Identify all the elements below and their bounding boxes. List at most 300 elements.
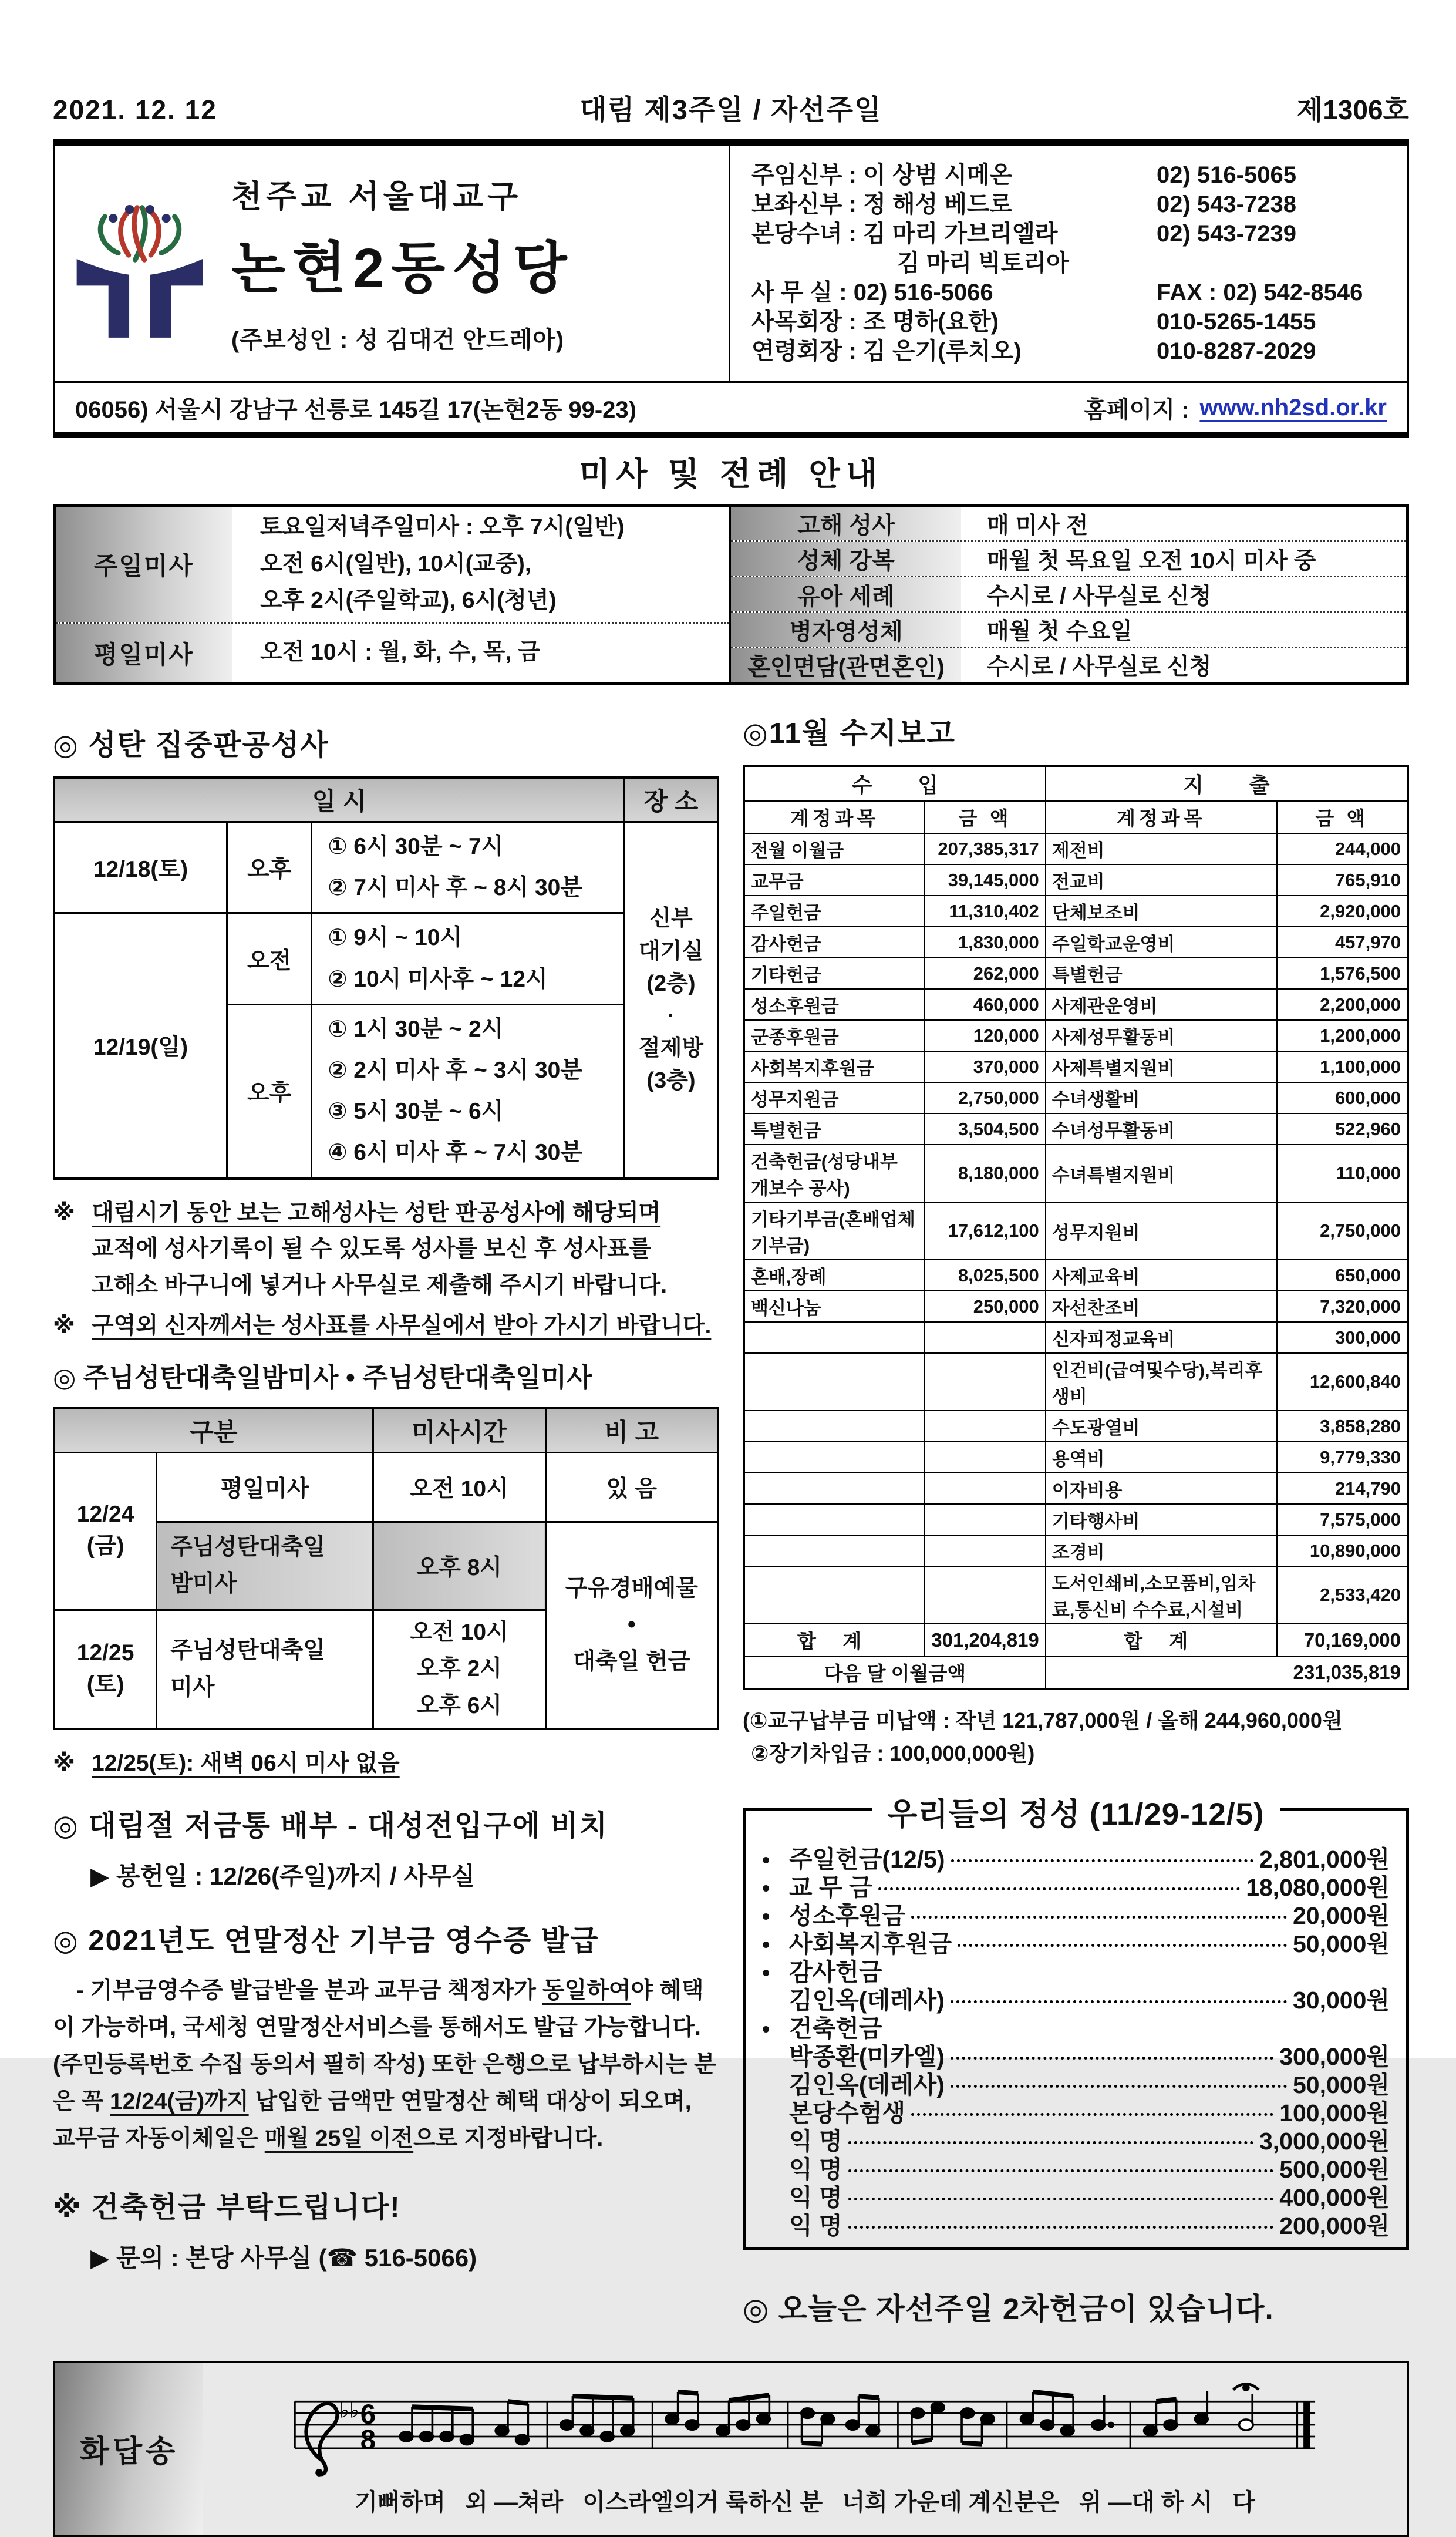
dot-leader xyxy=(958,1944,1287,1947)
income-amount xyxy=(925,1353,1046,1411)
mass-name-line: 주님성탄대축일 xyxy=(170,1535,325,1560)
responsorial-label: 화답송 xyxy=(55,2363,203,2535)
homepage-link[interactable]: www.nh2sd.or.kr xyxy=(1199,394,1387,420)
dot-leader xyxy=(878,1887,1241,1890)
finance-row xyxy=(744,896,1408,927)
rite-value: 수시로 / 사무실로 신청 xyxy=(987,584,1212,609)
contact-row xyxy=(751,278,1386,307)
income-amount: 262,000 xyxy=(925,958,1046,989)
finance-row xyxy=(744,1535,1408,1566)
place-line: · xyxy=(667,1003,675,1028)
expense-account: 특별헌금 xyxy=(1046,958,1277,989)
charity-sunday-notice: ◎ 오늘은 자선주일 2차헌금이 있습니다. xyxy=(743,2292,1274,2326)
offering-item xyxy=(762,2037,1390,2070)
expense-account: 단체보조비 xyxy=(1046,896,1277,927)
mass-time-line: 오후 6시 xyxy=(416,1693,502,1718)
contact-value: 02) 543-7239 xyxy=(1157,221,1296,247)
contact-row xyxy=(751,190,1386,218)
rite-row xyxy=(731,577,1406,613)
weekday-mass-row xyxy=(56,624,729,682)
offering-item xyxy=(762,2094,1390,2126)
expense-amount: 244,000 xyxy=(1277,833,1408,864)
offering-label: 성소후원금 xyxy=(789,1902,906,1929)
paragraph-text: - 기부금영수증 발급받을 분과 교무금 책정자가 xyxy=(76,1977,542,2003)
paragraph-underlined: 동일하여 xyxy=(542,1977,631,2003)
mass-name-line: 밤미사 xyxy=(170,1571,237,1597)
remark-cell: 있 음 xyxy=(545,1452,718,1522)
times-cell xyxy=(312,1004,625,1178)
finance-row xyxy=(744,1260,1408,1291)
table-row xyxy=(54,913,718,1004)
dot-leader xyxy=(911,1916,1287,1919)
mass-time-line: 토요일저녁주일미사 : 오후 7시(일반) xyxy=(260,514,625,540)
mass-name-cell xyxy=(157,1522,373,1610)
income-amount: 2,750,000 xyxy=(925,1082,1046,1113)
contact-row xyxy=(751,308,1386,336)
responsorial-psalm xyxy=(53,2361,1409,2537)
note-marker: ※ xyxy=(53,1751,75,1776)
rite-row xyxy=(731,542,1406,577)
bullet: • xyxy=(762,1960,770,1986)
time-signature-top: 6 xyxy=(360,2398,376,2430)
offerings-title: 우리들의 정성 (11/29-12/5) xyxy=(872,1789,1279,1834)
place-line: 절제방 xyxy=(638,1035,704,1061)
income-amount: 460,000 xyxy=(925,989,1046,1020)
mass-time-cell: 오후 8시 xyxy=(373,1522,545,1610)
piggybank-detail: ▶ 봉헌일 : 12/26(주일)까지 / 사무실 xyxy=(90,1862,476,1890)
note-text xyxy=(92,1195,719,1304)
table-row xyxy=(54,822,718,913)
rite-row xyxy=(731,507,1406,542)
finance-row xyxy=(744,1442,1408,1473)
offering-item xyxy=(762,2206,1390,2239)
treble-clef-icon xyxy=(306,2404,338,2477)
expense-amount: 300,000 xyxy=(1277,1322,1408,1353)
paragraph-underlined: 매월 25일 이전 xyxy=(264,2126,414,2152)
expense-amount: 10,890,000 xyxy=(1277,1535,1408,1566)
income-amount: 39,145,000 xyxy=(925,864,1046,896)
offering-amount: 300,000원 xyxy=(1279,2043,1390,2070)
dot-leader xyxy=(848,2141,1253,2144)
offering-label: 김인옥(데레사) xyxy=(789,2071,945,2098)
offering-label: 주일헌금(12/5) xyxy=(789,1845,945,1873)
rite-label: 성체 강복 xyxy=(731,542,961,576)
postal-address: 06056) 서울시 강남구 선릉로 145길 17(논현2동 99-23) xyxy=(75,396,636,423)
date-cell xyxy=(54,1452,157,1610)
finance-row xyxy=(744,1353,1408,1411)
church-titles xyxy=(231,171,574,355)
time-line: ② 10시 미사후 ~ 12시 xyxy=(328,966,548,992)
expense-amount: 1,100,000 xyxy=(1277,1051,1408,1082)
contact-label: 사 무 실 : 02) 516-5066 xyxy=(751,280,993,305)
offering-label: 익 명 xyxy=(789,2127,842,2155)
income-amount: 8,025,500 xyxy=(925,1260,1046,1291)
offering-amount: 100,000원 xyxy=(1279,2099,1390,2126)
finance-total-row xyxy=(744,1624,1408,1656)
amount-header: 금 액 xyxy=(925,801,1046,833)
account-header: 계정과목 xyxy=(1046,801,1277,833)
patron-saint: (주보성인 : 성 김대건 안드레아) xyxy=(231,327,565,353)
finance-row xyxy=(744,1145,1408,1202)
date-cell xyxy=(54,1610,157,1729)
place-cell xyxy=(624,822,718,1179)
sunday-mass-times xyxy=(232,507,625,622)
expense-amount: 7,320,000 xyxy=(1277,1291,1408,1322)
expense-amount: 214,790 xyxy=(1277,1473,1408,1504)
income-account: 백신나눔 xyxy=(744,1291,925,1322)
finance-row xyxy=(744,1504,1408,1535)
income-amount xyxy=(925,1473,1046,1504)
time-line: ① 1시 30분 ~ 2시 xyxy=(328,1016,504,1042)
offerings-box xyxy=(743,1796,1409,2250)
time-line: ③ 5시 30분 ~ 6시 xyxy=(328,1099,504,1125)
homepage xyxy=(1084,391,1387,425)
income-account xyxy=(744,1535,925,1566)
finance-row xyxy=(744,1051,1408,1082)
expense-account: 성무지원비 xyxy=(1046,1202,1277,1260)
contact-list xyxy=(730,146,1407,381)
contact-value: FAX : 02) 542-8546 xyxy=(1157,280,1363,305)
expense-account: 수녀생활비 xyxy=(1046,1082,1277,1113)
expense-amount: 600,000 xyxy=(1277,1082,1408,1113)
income-account xyxy=(744,1322,925,1353)
remark-line: 구유경배예물 xyxy=(565,1575,698,1601)
offering-amount: 18,080,000원 xyxy=(1246,1873,1390,1901)
issue-date: 2021. 12. 12 xyxy=(53,95,217,125)
mass-guide-title: 미사 및 전례 안내 xyxy=(579,456,883,492)
date-line: (금) xyxy=(86,1533,124,1559)
bullet: • xyxy=(762,2017,770,2042)
christmas-note xyxy=(53,1745,719,1782)
carryover-amount: 231,035,819 xyxy=(1046,1656,1408,1689)
address-bar xyxy=(53,383,1409,438)
church-logo xyxy=(69,183,210,344)
dot-leader xyxy=(951,1859,1253,1862)
finance-carryover-row xyxy=(744,1656,1408,1689)
offering-item xyxy=(762,1924,1390,1957)
income-amount: 120,000 xyxy=(925,1020,1046,1051)
table-header-row xyxy=(54,1408,718,1453)
time-signature-bottom: 8 xyxy=(360,2424,376,2455)
date-line: 12/24 xyxy=(76,1502,134,1527)
paragraph-text: 야 혜택이 가능하며, 국세청 연말정산서비스를 통해서도 발급 가능합니다.(주민등록번호 수집 동의서 필히 작성) 또한 은행으로 납부하시는 분은 꼭 xyxy=(53,1977,716,2115)
left-column xyxy=(53,711,719,2328)
bullet: • xyxy=(762,1876,770,1901)
christmas-mass-table xyxy=(53,1407,719,1730)
offering-item xyxy=(762,1840,1390,1873)
weekday-mass-times xyxy=(232,624,540,682)
income-amount: 8,180,000 xyxy=(925,1145,1046,1202)
dot-leader xyxy=(848,2198,1274,2200)
income-account xyxy=(744,1411,925,1442)
ampm-cell: 오전 xyxy=(227,913,312,1004)
expense-account: 제전비 xyxy=(1046,833,1277,864)
time-line: ② 7시 미사 후 ~ 8시 30분 xyxy=(328,875,583,901)
offering-item xyxy=(762,2178,1390,2211)
offering-label: 익 명 xyxy=(789,2183,842,2211)
expense-account: 조경비 xyxy=(1046,1535,1277,1566)
expense-amount: 2,750,000 xyxy=(1277,1202,1408,1260)
expense-account: 사제특별지원비 xyxy=(1046,1051,1277,1082)
offering-label: 건축헌금 xyxy=(789,2014,882,2042)
offering-label: 본당수험생 xyxy=(789,2099,906,2126)
mass-time-cell: 오전 10시 xyxy=(373,1452,545,1522)
piggybank-title: ◎ 대림절 저금통 배부 - 대성전입구에 비치 xyxy=(53,1809,609,1842)
income-amount xyxy=(925,1322,1046,1353)
income-amount: 1,830,000 xyxy=(925,927,1046,958)
paragraph-text: 으로 지정바랍니다. xyxy=(413,2126,604,2152)
finance-row xyxy=(744,1411,1408,1442)
place-header: 장 소 xyxy=(624,778,718,822)
finance-table xyxy=(743,765,1409,1690)
expense-amount: 110,000 xyxy=(1277,1145,1408,1202)
mass-guide-table xyxy=(53,504,1409,685)
finance-row xyxy=(744,833,1408,864)
dot-leader xyxy=(848,2226,1274,2229)
mass-time-line: 오후 2시 xyxy=(416,1656,502,1682)
music-staff xyxy=(218,2380,1391,2481)
rite-label: 고해 성사 xyxy=(731,507,961,540)
place-line: 신부 xyxy=(649,906,693,931)
expense-amount: 7,575,000 xyxy=(1277,1504,1408,1535)
liturgical-day-title: 대림 제3주일 / 자선주일 xyxy=(579,94,882,125)
note-line: 대림시기 동안 보는 고해성사는 성탄 판공성사에 해당되며 xyxy=(92,1200,661,1226)
type-header: 구분 xyxy=(54,1408,373,1453)
offering-amount: 500,000원 xyxy=(1279,2155,1390,2183)
expense-amount: 9,779,330 xyxy=(1277,1442,1408,1473)
offering-label: 사회복지후원금 xyxy=(789,1930,952,1957)
bullet: • xyxy=(762,1932,770,1957)
expense-account: 인건비(급여및수당),복리후생비 xyxy=(1046,1353,1277,1411)
penance-title: ◎ 성탄 집중판공성사 xyxy=(53,729,329,761)
carryover-label: 다음 달 이월금액 xyxy=(744,1656,1046,1689)
income-account: 특별헌금 xyxy=(744,1113,925,1145)
amount-header: 금 액 xyxy=(1277,801,1408,833)
contact-value: 010-8287-2029 xyxy=(1157,338,1316,364)
offering-item xyxy=(762,2065,1390,2098)
income-amount: 17,612,100 xyxy=(925,1202,1046,1260)
mass-time-line: 오전 6시(일반), 10시(교중), xyxy=(260,551,531,577)
table-row xyxy=(54,1452,718,1522)
account-header: 계정과목 xyxy=(744,801,925,833)
offering-label: 익 명 xyxy=(789,2212,842,2239)
expense-account: 자선찬조비 xyxy=(1046,1291,1277,1322)
time-line: ① 6시 30분 ~ 7시 xyxy=(328,834,504,859)
contact-row xyxy=(751,220,1386,248)
finance-row xyxy=(744,1473,1408,1504)
offering-amount: 3,000,000원 xyxy=(1259,2127,1390,2155)
mass-name-cell xyxy=(157,1610,373,1729)
offering-item xyxy=(762,2150,1390,2183)
right-column xyxy=(743,711,1409,2328)
music-notes xyxy=(400,2384,1310,2448)
expense-account: 전교비 xyxy=(1046,864,1277,896)
expense-total: 70,169,000 xyxy=(1277,1624,1408,1656)
income-account xyxy=(744,1442,925,1473)
income-account: 건축헌금(성당내부 개보수 공사) xyxy=(744,1145,925,1202)
date-cell: 12/18(토) xyxy=(54,822,227,913)
expense-account: 이자비용 xyxy=(1046,1473,1277,1504)
finance-row xyxy=(744,1202,1408,1260)
dot-leader xyxy=(951,2057,1273,2060)
finance-row xyxy=(744,1291,1408,1322)
receipt-title: ◎ 2021년도 연말정산 기부금 영수증 발급 xyxy=(53,1924,599,1957)
expense-account: 사제성무활동비 xyxy=(1046,1020,1277,1051)
finance-notes xyxy=(743,1704,1409,1770)
contact-value: 02) 543-7238 xyxy=(1157,191,1296,217)
times-cell xyxy=(312,822,625,913)
finance-subheader-row xyxy=(744,801,1408,833)
income-amount: 250,000 xyxy=(925,1291,1046,1322)
expense-amount: 765,910 xyxy=(1277,864,1408,896)
expense-amount: 1,576,500 xyxy=(1277,958,1408,989)
contact-label: 주임신부 : 이 상범 시메온 xyxy=(751,162,1013,188)
place-line: 대기실 xyxy=(638,938,704,964)
finance-row xyxy=(744,1082,1408,1113)
note-text: 구역외 신자께서는 성사표를 사무실에서 받아 가시기 바랍니다. xyxy=(92,1313,712,1339)
penance-table xyxy=(53,776,719,1180)
remark-line: 대축일 헌금 xyxy=(573,1648,690,1674)
note xyxy=(53,1745,719,1782)
mass-name-line: 미사 xyxy=(170,1674,215,1700)
paragraph-underlined: 12/24(금)까지 xyxy=(110,2089,249,2115)
offering-label: 교 무 금 xyxy=(789,1873,872,1901)
expense-amount: 1,200,000 xyxy=(1277,1020,1408,1051)
finance-title: ◎11월 수지보고 xyxy=(743,718,956,749)
income-amount: 370,000 xyxy=(925,1051,1046,1082)
rite-value: 매월 첫 목요일 오전 10시 미사 중 xyxy=(987,548,1316,574)
christmas-mass-title: ◎ 주님성탄대축일밤미사 • 주님성탄대축일미사 xyxy=(53,1362,592,1392)
contact-row xyxy=(751,249,1386,277)
finance-note-line: (①교구납부금 미납액 : 작년 121,787,000원 / 올해 244,960,000원 xyxy=(743,1708,1343,1732)
mass-time-cell xyxy=(373,1610,545,1729)
psalm-lyrics: 기뻐하며 외 —쳐라 이스라엘의거 룩하신 분 너희 가운데 계신분은 위 —대 하 시 다 xyxy=(355,2489,1255,2516)
contact-label: 김 마리 빅토리아 xyxy=(897,250,1069,276)
income-account: 성무지원금 xyxy=(744,1082,925,1113)
expense-account: 사제교육비 xyxy=(1046,1260,1277,1291)
offering-amount: 30,000원 xyxy=(1292,1986,1390,2014)
rite-value: 수시로 / 사무실로 신청 xyxy=(987,654,1212,680)
offering-label: 감사헌금 xyxy=(789,1958,882,1986)
income-amount: 207,385,317 xyxy=(925,833,1046,864)
datetime-header: 일 시 xyxy=(54,778,624,822)
income-amount xyxy=(925,1442,1046,1473)
income-account xyxy=(744,1353,925,1411)
contact-label: 사목회장 : 조 명하(요한) xyxy=(751,309,999,335)
mass-time-line: 오전 10시 xyxy=(410,1619,508,1645)
expense-amount: 522,960 xyxy=(1277,1113,1408,1145)
bullet: • xyxy=(762,1848,770,1873)
rite-label: 혼인면담(관면혼인) xyxy=(731,648,961,682)
offering-item xyxy=(762,1868,1390,1901)
note-marker: ※ xyxy=(53,1313,75,1339)
dot-leader xyxy=(911,2113,1273,2116)
rite-label: 유아 세례 xyxy=(731,577,961,611)
expense-amount: 2,920,000 xyxy=(1277,896,1408,927)
rites-schedule xyxy=(731,507,1406,682)
remark-line: • xyxy=(627,1612,636,1638)
income-account xyxy=(744,1473,925,1504)
note-text: 12/25(토): 새벽 06시 미사 없음 xyxy=(92,1751,400,1776)
receipt-paragraph xyxy=(53,1972,719,2158)
time-line: ① 9시 ~ 10시 xyxy=(328,925,463,951)
offering-amount: 50,000원 xyxy=(1292,1930,1390,1957)
finance-row xyxy=(744,958,1408,989)
ampm-cell: 오후 xyxy=(227,822,312,913)
mass-time-line: 오후 2시(주일학교), 6시(청년) xyxy=(260,588,557,614)
income-header: 수 입 xyxy=(744,766,1046,801)
income-account: 군종후원금 xyxy=(744,1020,925,1051)
mass-name-cell: 평일미사 xyxy=(157,1452,373,1522)
income-amount xyxy=(925,1535,1046,1566)
income-amount xyxy=(925,1504,1046,1535)
building-fund-title: ※ 건축헌금 부탁드립니다! xyxy=(53,2191,401,2223)
issue-number: 제1306호 xyxy=(1296,95,1409,125)
note-header: 비 고 xyxy=(545,1408,718,1453)
finance-row xyxy=(744,1566,1408,1624)
bullet: • xyxy=(762,1904,770,1929)
offering-amount: 200,000원 xyxy=(1279,2212,1390,2239)
contact-value: 02) 516-5065 xyxy=(1157,162,1296,188)
expense-amount: 2,533,420 xyxy=(1277,1566,1408,1624)
offering-item xyxy=(762,1896,1390,1929)
key-signature: ♭♭ xyxy=(339,2398,360,2422)
dot-leader xyxy=(951,2085,1287,2088)
contact-label: 보좌신부 : 정 해성 베드로 xyxy=(751,191,1013,217)
offering-label: 익 명 xyxy=(789,2155,842,2183)
rite-value: 매 미사 전 xyxy=(987,513,1088,539)
offering-amount: 400,000원 xyxy=(1279,2183,1390,2211)
expense-amount: 3,858,280 xyxy=(1277,1411,1408,1442)
parish-name: 논현2동성당 xyxy=(231,237,574,300)
offering-amount: 50,000원 xyxy=(1292,2071,1390,2098)
masthead xyxy=(53,88,1409,127)
income-amount xyxy=(925,1566,1046,1624)
rite-label: 병자영성체 xyxy=(731,613,961,647)
remark-cell xyxy=(545,1522,718,1729)
expense-account: 용역비 xyxy=(1046,1442,1277,1473)
ampm-cell: 오후 xyxy=(227,1004,312,1178)
contact-value: 010-5265-1455 xyxy=(1157,309,1316,335)
finance-row xyxy=(744,1020,1408,1051)
weekday-mass-label: 평일미사 xyxy=(56,624,232,682)
expense-amount: 12,600,840 xyxy=(1277,1353,1408,1411)
income-account xyxy=(744,1566,925,1624)
expense-account: 주일학교운영비 xyxy=(1046,927,1277,958)
contact-row xyxy=(751,161,1386,189)
date-line: (토) xyxy=(86,1671,124,1697)
table-header-row xyxy=(54,778,718,822)
paragraph-text: 납입한 금액만 연말정산 혜택 대상이 되오며, 교무금 자동이체일은 xyxy=(53,2089,692,2152)
finance-note-line: ②장기차입금 : 100,000,000원) xyxy=(751,1741,1035,1765)
diocese-name: 천주교 서울대교구 xyxy=(231,179,523,214)
offering-amount: 2,801,000원 xyxy=(1259,1845,1390,1873)
income-account: 기타기부금(혼배업체기부금) xyxy=(744,1202,925,1260)
note-line: 고해소 바구니에 넣거나 사무실로 제출해 주시기 바랍니다. xyxy=(92,1272,668,1298)
dot-leader xyxy=(848,2169,1274,2172)
expense-account: 수녀성무활동비 xyxy=(1046,1113,1277,1145)
contact-value xyxy=(1157,249,1386,277)
income-account xyxy=(744,1504,925,1535)
note-marker: ※ xyxy=(53,1200,75,1226)
place-line: (2층) xyxy=(646,971,696,996)
income-account: 교무금 xyxy=(744,864,925,896)
rite-row xyxy=(731,613,1406,648)
date-line: 12/25 xyxy=(76,1640,134,1665)
finance-row xyxy=(744,989,1408,1020)
expense-account: 도서인쇄비,소모품비,임차료,통신비 수수료,시설비 xyxy=(1046,1566,1277,1624)
income-account: 감사헌금 xyxy=(744,927,925,958)
